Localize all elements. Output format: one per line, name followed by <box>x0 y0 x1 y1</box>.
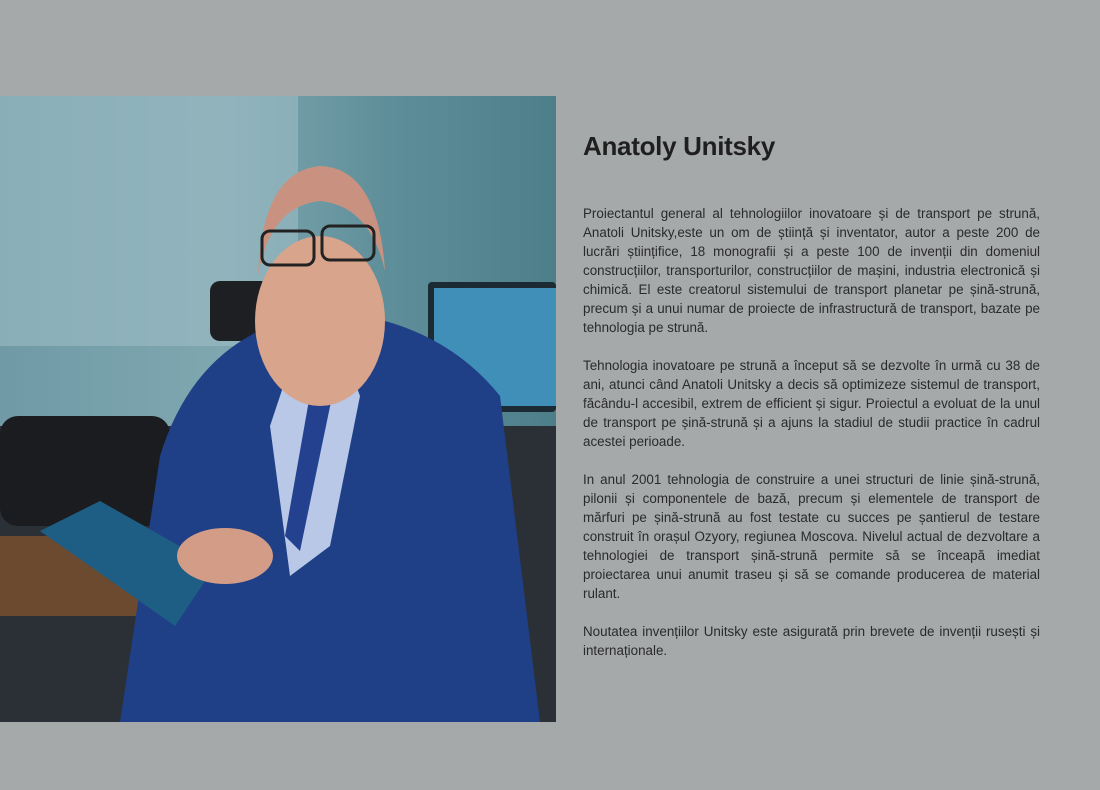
paragraph: In anul 2001 tehnologia de construire a unei structuri de linie șină-strună, pilonii și componentele de bază, precum și elementele de transport de mărfuri pe șină-strună au fost testate cu succes pe șantierul de testare construit în orașul Ozyory, regiunea Moscova. Nivelul actual de dezvoltare a tehnologiei de transport șină-strună permite să se înceapă imediat proiectarea unui anumit traseu și să se comande producerea de material rulant. <box>583 472 1040 601</box>
biography-text <box>583 204 1040 679</box>
paragraph: Proiectantul general al tehnologiilor inovatoare și de transport pe strună, Anatoli Unitsky,este un om de știință și inventator, autor a peste 200 de lucrări științifice, 18 monografii și a peste 100 de invenții din domeniul construcțiilor, transporturilor, construcțiilor de mașini, industria electronică și chimică. El este creatorul sistemului de transport planetar pe șină-strună, precum și a unui numar de proiecte de infrastructură de transport, bazate pe tehnologia pe strună. <box>583 206 1040 335</box>
portrait-illustration <box>0 96 556 722</box>
portrait-photo <box>0 96 556 722</box>
page-title: Anatoly Unitsky <box>583 131 775 161</box>
paragraph: Tehnologia inovatoare pe strună a început să se dezvolte în urmă cu 38 de ani, atunci când Anatoli Unitsky a decis să optimizeze sistemul de transport, făcându-l accesibil, extrem de efficient și sigur. Proiectul a evoluat de la unul de transport pe șină-strună și a ajuns la stadiul de studii practice în cadrul acestei perioade. <box>583 358 1040 449</box>
paragraph: Noutatea invențiilor Unitsky este asigurată prin brevete de invenții rusești și internaționale. <box>583 624 1040 658</box>
